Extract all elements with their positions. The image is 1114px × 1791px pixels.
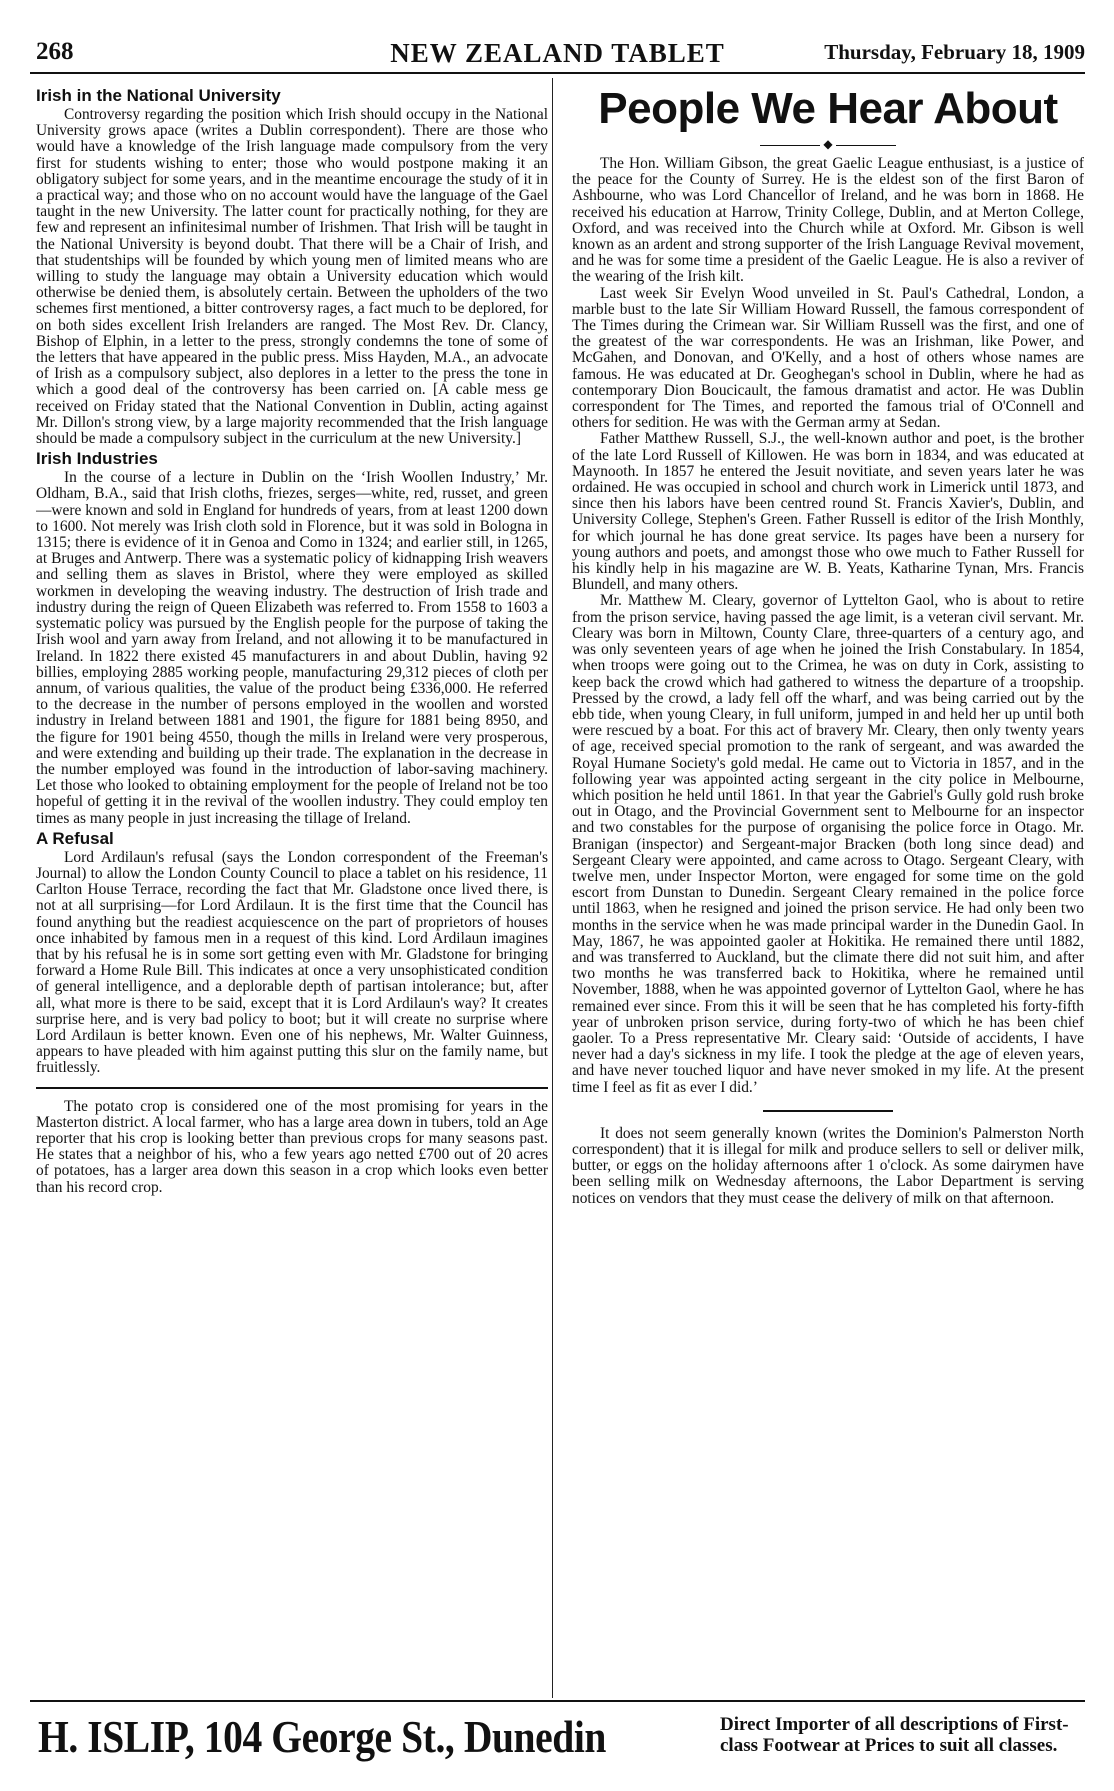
article-paragraph: The potato crop is considered one of the most promising for years in the Masterton district. A local farmer, who has a large area down in tubers, told an Age reporter that his crop is looking better than previous crops for many seasons past. He states that a neighbor of his, who a few years ago netted £700 out of 20 acres of potatoes, has a larger area down this season in a crop which looks even better than his record crop. <box>36 1097 548 1196</box>
left-column <box>36 84 548 1689</box>
footer-rule <box>30 1700 1085 1702</box>
article-paragraph: Mr. Matthew M. Cleary, governor of Lyttelton Gaol, who is about to retire from the prison service, having passed the age limit, is a veteran civil servant. Mr. Cleary was born in Miltown, County Clare, three-quarters of a century ago, and was only seventeen years of age when he joined the Irish Constabulary. In 1854, when troops were going out to the Crimea, he was on duty in Cork, assisting to keep back the crowd which had gathered to witness the departure of a troopship. Pressed by the crowd, a lady fell off the wharf, and was being carried out by the ebb tide, when young Cleary, in full uniform, jumped in and held her up until both were rescued by a boat. For this act of bravery Mr. Cleary, then only twenty years of age, received special promotion to the rank of sergeant, and was awarded the Royal Humane Society's gold medal. He came out to Victoria in 1857, and in the following year was appointed acting sergeant in the city police in Melbourne, which position he held until 1861. In that year the Gabriel's Gully gold rush broke out in Otago, and the Provincial Government sent to Melbourne for an inspector and two constables for the purpose of organising the police force in Otago. Mr. Branigan (inspector) and Sergeant-major Bracken (both long since dead) and Sergeant Cleary were appointed, and came across to Otago. Sergeant Cleary, with twelve men, under Inspector Morton, were engaged for some time on the gold escort from Dunstan to Dunedin. Sergeant Cleary remained in the police force until 1863, when he resigned and joined the prison service. He had only been two months in the service when he was made principal warder in the Dunedin Gaol. In May, 1867, he was appointed gaoler at Hokitika. He remained there until 1882, and was transferred to Auckland, but the climate there did not suit him, and after two months he was transferred back to Hokitika, where he remained until November, 1888, when he was appointed governor of Lyttelton Gaol, where he has remained ever since. From this it will be seen that he has completed his forty-fifth year of unbroken prison service, during forty-two of which he has been chief gaoler. To a Press representative Mr. Cleary said: ‘Outside of accidents, I have never had a day's sickness in my life. I took the pledge at the age of eleven years, and have never touched liquor and have never smoked in my life. At the present time I feel as fit as ever I did.’ <box>572 592 1084 1096</box>
ornament-line <box>836 145 896 146</box>
feature-title: People We Hear About <box>598 84 1058 133</box>
issue-date: Thursday, February 18, 1909 <box>824 40 1085 64</box>
section-divider <box>763 1110 893 1112</box>
diamond-icon: ◆ <box>823 137 833 151</box>
article-paragraph: It does not seem generally known (writes the Dominion's Palmerston North correspondent) that it is illegal for milk and produce sellers to sell or deliver milk, butter, or eggs on the holiday afternoons after 1 o'clock. As some dairymen have been selling milk on Wednesday afternoons, the Labor Department is serving notices on vendors that they must cease the delivery of milk on that afternoon. <box>572 1124 1084 1207</box>
advertisement-banner <box>30 1710 1085 1770</box>
column-divider <box>552 78 553 1698</box>
advertiser-tagline: Direct Importer of all descriptions of First-class Footwear at Prices to suit all classes. <box>720 1714 1069 1756</box>
section-title-irish-industries: Irish Industries <box>36 449 158 469</box>
article-paragraph: Father Matthew Russell, S.J., the well-known author and poet, is the brother of the late Lord Russell of Killowen. He was born in 1834, and was educated at Maynooth. In 1857 he entered the Jesuit novitiate, and seven years later he was ordained. He was occupied in school and church work in Limerick until 1873, and since then his labors have been centred round St. Francis Xavier's, Dublin, and University College, Stephen's Green. Father Russell is editor of the Irish Monthly, for which journal he has done great service. Its pages have been a nursery for young authors and poets, and amongst those who owe much to Father Russell for his kindly help in his magazine are W. B. Yeats, Katharine Tynan, Mrs. Francis Blundell, and many others. <box>572 430 1084 594</box>
article-paragraph: Lord Ardilaun's refusal (says the London correspondent of the Freeman's Journal) to allow the London County Council to place a tablet on his residence, 11 Carlton House Terrace, recording the fact that Mr. Gladstone once lived there, is not at all surprising—for Lord Ardilaun. It is the first time that the Council has found anything but the readiest acquiescence on the part of proprietors of houses once inhabited by famous men in a request of this kind. Lord Ardilaun imagines that by his refusal he is in some sort getting even with Mr. Gladstone for bringing forward a Home Rule Bill. This indicates at once a very unsophisticated condition of general intelligence, and a deplorable depth of partisan intolerance; but, after all, what more is there to be said, except that it is Lord Ardilaun's way? It creates surprise here, and is very bad policy to boot; but it will create no surprise where Lord Ardilaun is better known. Even one of his nephews, Mr. Walter Guinness, appears to have pleaded with him against putting this slur on the family name, but fruitlessly. <box>36 848 548 1077</box>
section-title-irish-university: Irish in the National University <box>36 86 281 105</box>
masthead: NEW ZEALAND TABLET <box>390 38 725 68</box>
title-ornament <box>572 138 1084 150</box>
ornament-line <box>760 145 820 146</box>
page-header <box>30 38 1085 68</box>
article-paragraph: In the course of a lecture in Dublin on the ‘Irish Woollen Industry,’ Mr. Oldham, B.A., said that Irish cloths, friezes, serges—white, red, russet, and green—were known and sold in England for hundreds of years, from at least 1200 down to 1600. Not merely was Irish cloth sold in Florence, but it was sold in Bologna in 1315; there is evidence of it in Genoa and Como in 1324; and earlier still, in 1265, at Bruges and Antwerp. There was a systematic policy of kidnapping Irish weavers and selling them as slaves in Bristol, where they were employed as skilled workmen in developing the weaving industry. The destruction of Irish trade and industry during the reign of Queen Elizabeth was referred to. From 1558 to 1603 a systematic policy was pursued by the English people for the purpose of taking the Irish wool and yarn away from Ireland, and not allowing it to be manufactured in Ireland. In 1822 there existed 45 manufacturers in and about Dublin, having 92 billies, employing 2885 working people, manufacturing 29,312 pieces of cloth per annum, of various qualities, the value of the product being £336,000. He referred to the decrease in the number of persons employed in the woollen and worsted industry in Ireland between 1881 and 1901, the figure for 1881 being 8950, and the figure for 1901 being 4550, though the mills in Ireland were very prosperous, and were extending and building up their trade. The explanation in the decrease in the number employed was found in the introduction of labor-saving machinery. Let those who looked to obtaining employment for the people of Ireland not be too hopeful of getting it in the revival of the woollen industry. They could employ ten times as many people in just increasing the tillage of Ireland. <box>36 469 548 827</box>
section-divider <box>36 1087 548 1089</box>
right-column <box>572 84 1084 1689</box>
section-title-a-refusal: A Refusal <box>36 828 114 848</box>
article-paragraph: Controversy regarding the position which Irish should occupy in the National University grows apace (writes a Dublin correspondent). There are those who would have a knowledge of the Irish language made compulsory from the very first for students wishing to enter; those who would postpone making it an obligatory subject for some years, and in the meantime encourage the study of it in a practical way; and those who on no account would have the language of the Gael taught in the new University. The latter count for practically nothing, for they are few and represent an infinitesimal number of Irishmen. That Irish will be taught in the National University is beyond doubt. That there will be a Chair of Irish, and that studentships will be founded by which young men of limited means who are willing to study the language may obtain a University education which would otherwise be denied them, is absolutely certain. Between the upholders of the two schemes first mentioned, a bitter controversy rages, a fact much to be deplored, for on both sides excellent Irish Irelanders are ranged. The Most Rev. Dr. Clancy, Bishop of Elphin, in a letter to the press, strongly condemns the tone of some of the letters that have appeared in the public press. Miss Hayden, M.A., an advocate of Irish as a compulsory subject, also deplores in a letter to the press the tone in which a good deal of the controversy has been carried on. [A cable mess ge received on Friday stated that the National Convention in Dublin, acting against Mr. Dillon's strong view, by a large majority recommended that the Irish language should be made a compulsory subject in the curriculum at the new University.] <box>36 106 548 448</box>
page-number: 268 <box>36 38 74 65</box>
header-rule <box>30 72 1085 74</box>
article-paragraph: Last week Sir Evelyn Wood unveiled in St. Paul's Cathedral, London, a marble bust to the late Sir William Howard Russell, the famous correspondent of The Times during the Crimean war. Sir William Russell was the first, and one of the greatest of the war correspondents. He was an Irishman, like Power, and McGahen, and Donovan, and O'Kelly, and a host of others whose names are famous. He was educated at Dr. Geoghegan's school in Dublin, where he had as contemporary Dion Boucicault, the famous dramatist and actor. He was Dublin correspondent for The Times, and reported the famous trial of O'Connell and others for sedition. He was with the German army at Sedan. <box>572 284 1084 432</box>
advertiser-name: H. ISLIP, 104 George St., Dunedin <box>38 1711 606 1762</box>
article-paragraph: The Hon. William Gibson, the great Gaelic League enthusiast, is a justice of the peace for the County of Surrey. He is the eldest son of the first Baron of Ashbourne, who was Lord Chancellor of Ireland, and he was born in 1868. He received his education at Harrow, Trinity College, Dublin, and at Merton College, Oxford, and was received into the Church while at Oxford. Mr. Gibson is well known as an ardent and strong supporter of the Irish Language Revival movement, and he was for some time a president of the Gaelic League. He is also a reviver of the wearing of the Irish kilt. <box>572 155 1084 286</box>
